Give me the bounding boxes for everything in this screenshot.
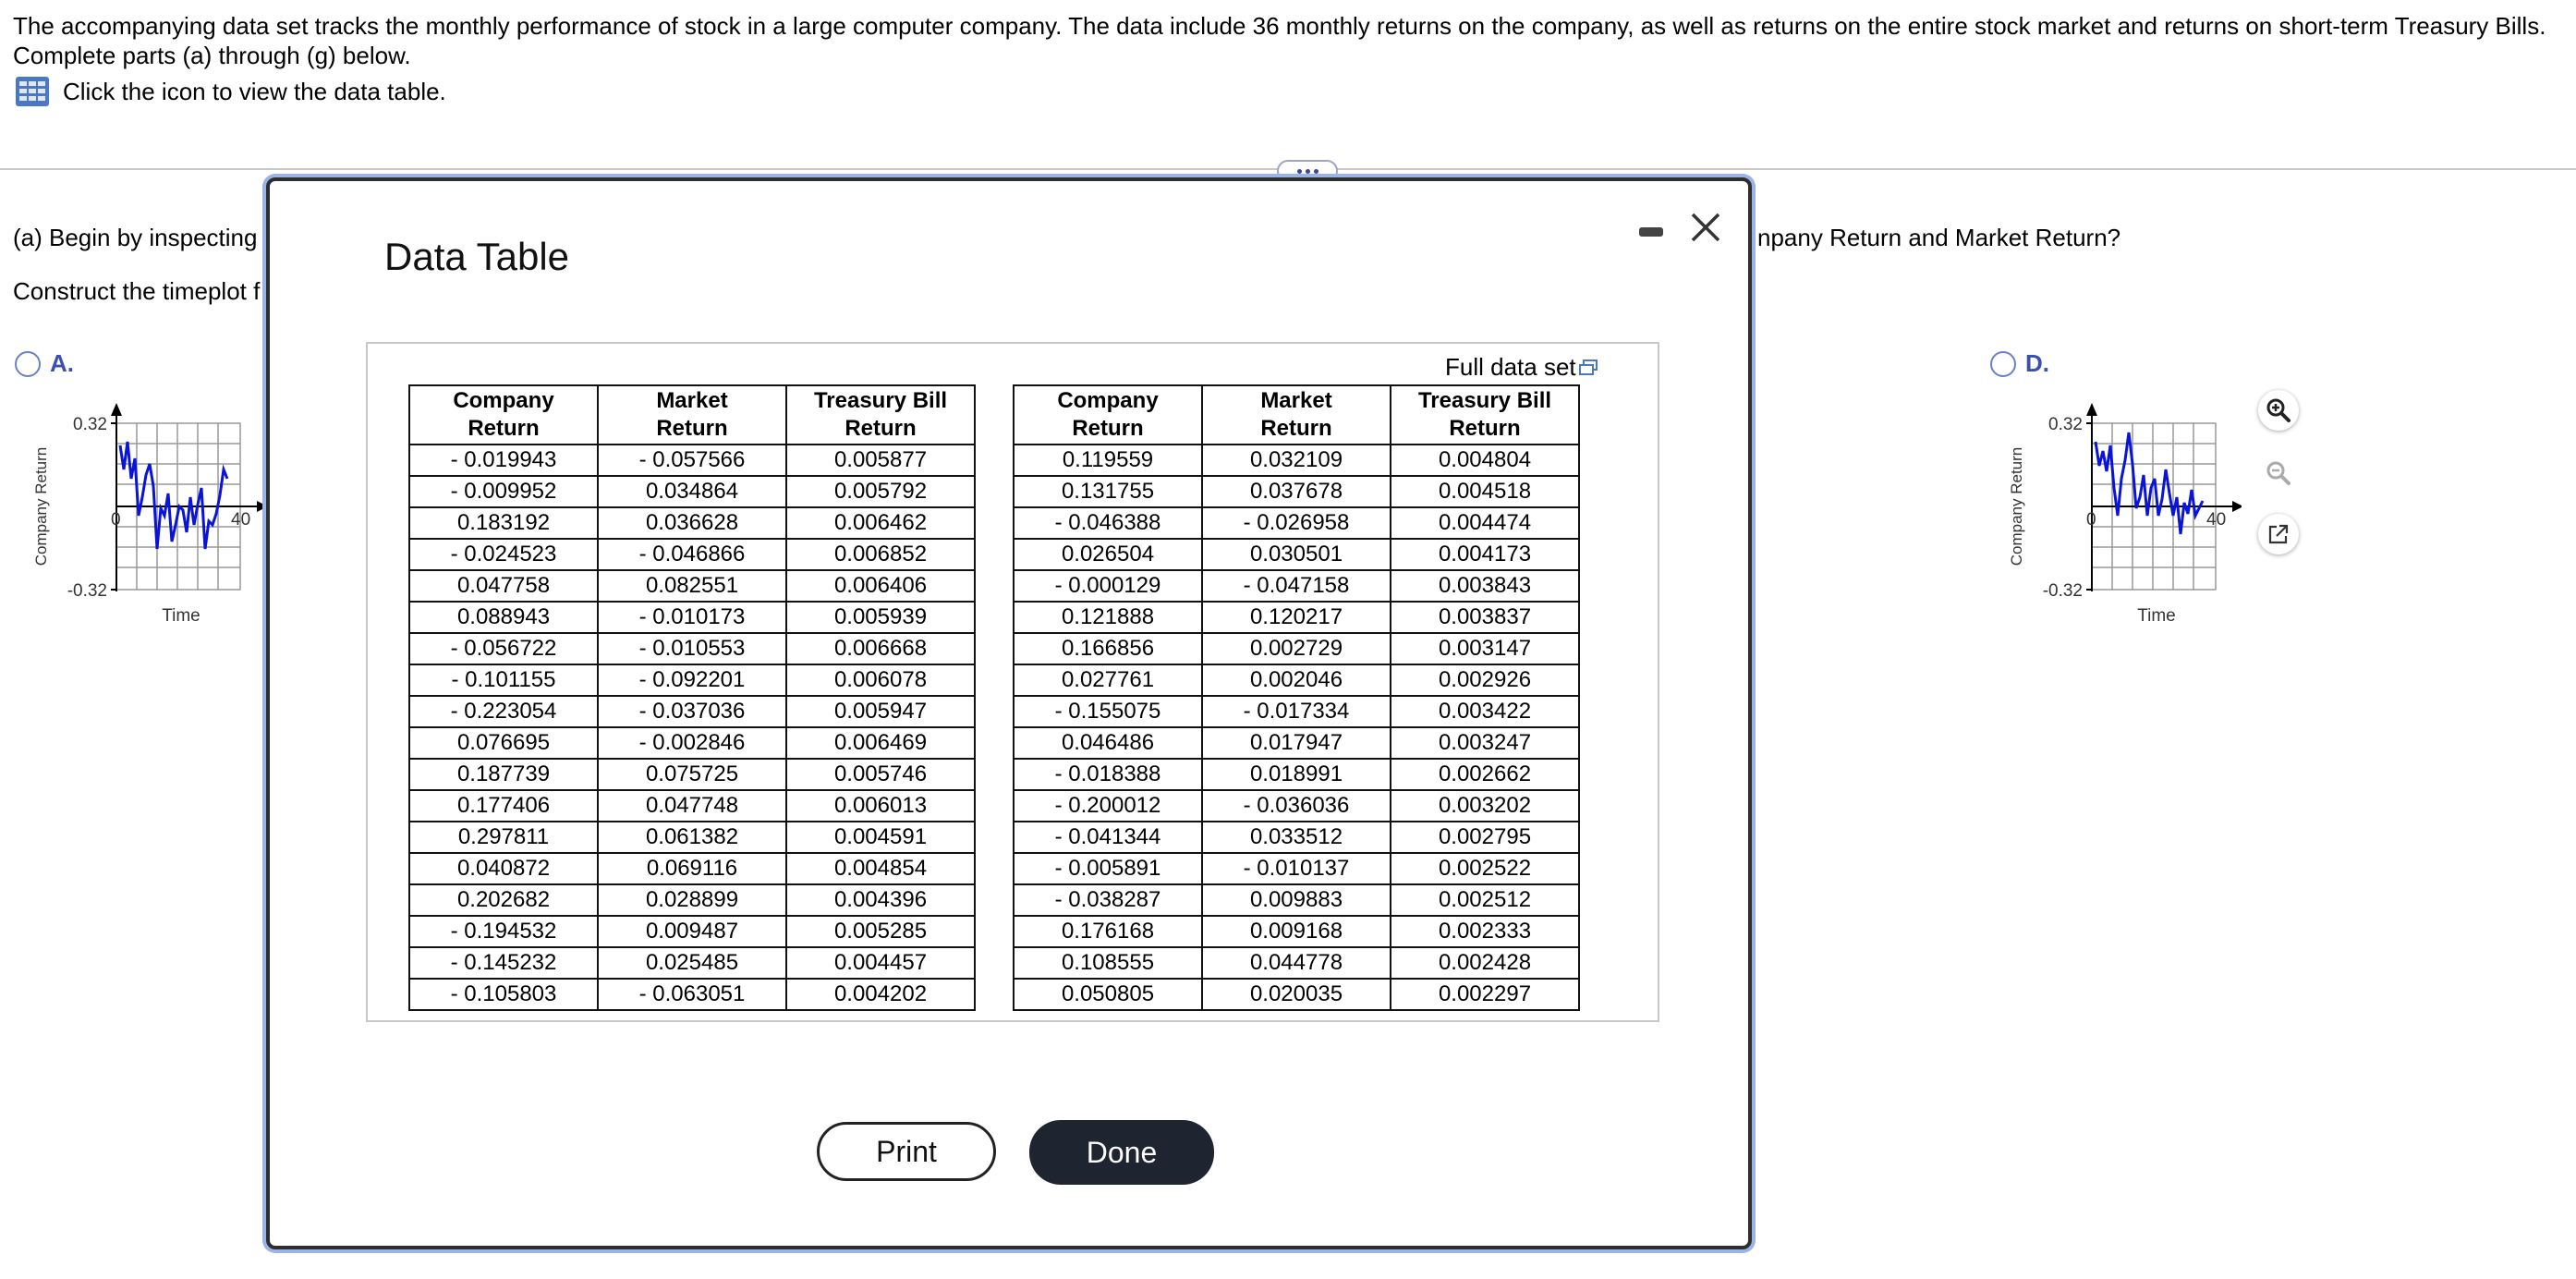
table-row bbox=[409, 664, 975, 696]
table-cell: 0.027761 bbox=[1014, 664, 1202, 696]
table-row bbox=[1014, 884, 1579, 916]
table-cell: 0.002662 bbox=[1391, 759, 1579, 790]
table-cell: - 0.047158 bbox=[1202, 570, 1391, 602]
table-cell: 0.006013 bbox=[786, 790, 975, 822]
table-cell: - 0.223054 bbox=[409, 696, 598, 727]
table-cell: 0.004518 bbox=[1391, 476, 1579, 507]
table-cell: 0.121888 bbox=[1014, 602, 1202, 633]
table-cell: 0.050805 bbox=[1014, 979, 1202, 1010]
table-row bbox=[409, 853, 975, 884]
close-icon[interactable] bbox=[1687, 209, 1724, 246]
table-cell: - 0.145232 bbox=[409, 947, 598, 979]
option-a-xlabel: Time bbox=[162, 606, 200, 626]
table-cell: 0.033512 bbox=[1202, 822, 1391, 853]
table-cell: 0.028899 bbox=[598, 884, 786, 916]
table-cell: 0.004173 bbox=[1391, 539, 1579, 570]
table-cell: - 0.037036 bbox=[598, 696, 786, 727]
table-row bbox=[1014, 570, 1579, 602]
table-cell: - 0.046388 bbox=[1014, 507, 1202, 539]
data-panel bbox=[366, 342, 1659, 1022]
table-row bbox=[409, 476, 975, 507]
table-cell: 0.004202 bbox=[786, 979, 975, 1010]
problem-statement bbox=[13, 11, 2563, 70]
table-cell: 0.088943 bbox=[409, 602, 598, 633]
table-row bbox=[409, 507, 975, 539]
table-row bbox=[1014, 947, 1579, 979]
table-cell: 0.046486 bbox=[1014, 727, 1202, 759]
table-cell: 0.006078 bbox=[786, 664, 975, 696]
table-cell: - 0.105803 bbox=[409, 979, 598, 1010]
table-cell: 0.003147 bbox=[1391, 633, 1579, 664]
option-d-label: D. bbox=[2025, 349, 2049, 377]
done-button[interactable]: Done bbox=[1029, 1120, 1214, 1185]
table-cell: 0.005746 bbox=[786, 759, 975, 790]
table-cell: 0.075725 bbox=[598, 759, 786, 790]
table-row bbox=[1014, 507, 1579, 539]
option-d-ytick-bottom: -0.32 bbox=[2042, 581, 2083, 601]
header-treasury-bill-return: Treasury Bill Return bbox=[786, 385, 975, 445]
option-d[interactable] bbox=[1990, 349, 2049, 378]
table-row bbox=[1014, 916, 1579, 947]
table-cell: - 0.155075 bbox=[1014, 696, 1202, 727]
table-row bbox=[1014, 727, 1579, 759]
table-cell: 0.006462 bbox=[786, 507, 975, 539]
header-company-return: Company Return bbox=[409, 385, 598, 445]
table-cell: - 0.009952 bbox=[409, 476, 598, 507]
table-row bbox=[409, 759, 975, 790]
zoom-in-icon[interactable] bbox=[2265, 396, 2292, 424]
data-table-right bbox=[1013, 384, 1580, 1011]
table-cell: 0.047748 bbox=[598, 790, 786, 822]
option-d-xtick-zero: 0 bbox=[2086, 510, 2096, 530]
table-cell: - 0.038287 bbox=[1014, 884, 1202, 916]
table-cell: 0.187739 bbox=[409, 759, 598, 790]
data-table-dialog bbox=[266, 177, 1752, 1249]
table-cell: 0.009487 bbox=[598, 916, 786, 947]
table-cell: - 0.002846 bbox=[598, 727, 786, 759]
table-cell: 0.006852 bbox=[786, 539, 975, 570]
table-cell: 0.026504 bbox=[1014, 539, 1202, 570]
table-cell: 0.002522 bbox=[1391, 853, 1579, 884]
table-cell: - 0.101155 bbox=[409, 664, 598, 696]
table-cell: - 0.024523 bbox=[409, 539, 598, 570]
table-cell: - 0.010173 bbox=[598, 602, 786, 633]
table-cell: 0.032109 bbox=[1202, 445, 1391, 476]
table-cell: 0.018991 bbox=[1202, 759, 1391, 790]
table-cell: 0.005939 bbox=[786, 602, 975, 633]
table-cell: 0.003202 bbox=[1391, 790, 1579, 822]
table-cell: 0.202682 bbox=[409, 884, 598, 916]
table-cell: - 0.010553 bbox=[598, 633, 786, 664]
table-cell: 0.069116 bbox=[598, 853, 786, 884]
table-cell: 0.002046 bbox=[1202, 664, 1391, 696]
zoom-out-button[interactable] bbox=[2258, 453, 2299, 493]
table-row bbox=[409, 633, 975, 664]
intro-line-2: Complete parts (a) through (g) below. bbox=[13, 42, 411, 69]
table-cell: - 0.200012 bbox=[1014, 790, 1202, 822]
table-row bbox=[1014, 664, 1579, 696]
table-row bbox=[409, 790, 975, 822]
table-cell: - 0.041344 bbox=[1014, 822, 1202, 853]
table-cell: - 0.036036 bbox=[1202, 790, 1391, 822]
table-cell: 0.131755 bbox=[1014, 476, 1202, 507]
table-cell: 0.297811 bbox=[409, 822, 598, 853]
table-cell: 0.037678 bbox=[1202, 476, 1391, 507]
option-d-radio[interactable] bbox=[1990, 351, 2016, 377]
table-cell: 0.004804 bbox=[1391, 445, 1579, 476]
table-row bbox=[409, 947, 975, 979]
data-table-left bbox=[408, 384, 976, 1011]
table-row bbox=[409, 602, 975, 633]
option-a-ylabel: Company Return bbox=[32, 446, 50, 566]
popout-button[interactable] bbox=[2258, 514, 2299, 554]
table-cell: - 0.005891 bbox=[1014, 853, 1202, 884]
table-row bbox=[1014, 696, 1579, 727]
dialog-title: Data Table bbox=[384, 235, 570, 278]
table-cell: 0.006469 bbox=[786, 727, 975, 759]
table-cell: 0.003422 bbox=[1391, 696, 1579, 727]
option-d-ytick-top: 0.32 bbox=[2048, 415, 2083, 434]
copy-data-icon[interactable] bbox=[1578, 359, 1598, 377]
table-cell: 0.044778 bbox=[1202, 947, 1391, 979]
header-market-return: Market Return bbox=[598, 385, 786, 445]
table-row bbox=[409, 916, 975, 947]
table-cell: - 0.092201 bbox=[598, 664, 786, 696]
table-cell: - 0.056722 bbox=[409, 633, 598, 664]
external-link-icon[interactable] bbox=[2266, 522, 2290, 546]
table-row bbox=[1014, 759, 1579, 790]
table-cell: 0.082551 bbox=[598, 570, 786, 602]
table-cell: 0.166856 bbox=[1014, 633, 1202, 664]
table-cell: 0.036628 bbox=[598, 507, 786, 539]
table-cell: - 0.010137 bbox=[1202, 853, 1391, 884]
table-row bbox=[1014, 476, 1579, 507]
table-cell: - 0.057566 bbox=[598, 445, 786, 476]
table-row bbox=[1014, 853, 1579, 884]
table-cell: 0.009883 bbox=[1202, 884, 1391, 916]
option-a-ytick-bottom: -0.32 bbox=[67, 581, 107, 601]
table-cell: 0.108555 bbox=[1014, 947, 1202, 979]
table-cell: 0.034864 bbox=[598, 476, 786, 507]
table-row bbox=[409, 727, 975, 759]
option-d-timeplot bbox=[2001, 386, 2242, 627]
option-a-xtick-end: 40 bbox=[231, 510, 251, 530]
table-row bbox=[1014, 445, 1579, 476]
table-cell: 0.002926 bbox=[1391, 664, 1579, 696]
table-cell: 0.004854 bbox=[786, 853, 975, 884]
table-cell: - 0.017334 bbox=[1202, 696, 1391, 727]
option-a-radio[interactable] bbox=[15, 351, 41, 377]
option-a-ytick-top: 0.32 bbox=[73, 415, 107, 434]
table-cell: 0.005792 bbox=[786, 476, 975, 507]
table-cell: 0.005877 bbox=[786, 445, 975, 476]
minimize-button[interactable] bbox=[1639, 227, 1663, 237]
table-cell: 0.061382 bbox=[598, 822, 786, 853]
table-cell: 0.002297 bbox=[1391, 979, 1579, 1010]
table-cell: 0.005947 bbox=[786, 696, 975, 727]
table-row bbox=[409, 884, 975, 916]
table-cell: 0.009168 bbox=[1202, 916, 1391, 947]
data-table-icon[interactable] bbox=[15, 76, 50, 107]
table-cell: 0.017947 bbox=[1202, 727, 1391, 759]
option-a-timeplot bbox=[26, 386, 266, 627]
table-cell: 0.040872 bbox=[409, 853, 598, 884]
table-cell: - 0.018388 bbox=[1014, 759, 1202, 790]
table-cell: 0.076695 bbox=[409, 727, 598, 759]
table-row bbox=[1014, 539, 1579, 570]
option-d-xtick-end: 40 bbox=[2206, 510, 2227, 530]
table-cell: 0.004457 bbox=[786, 947, 975, 979]
table-row bbox=[409, 539, 975, 570]
option-a[interactable] bbox=[15, 349, 74, 378]
table-cell: 0.002512 bbox=[1391, 884, 1579, 916]
table-cell: - 0.000129 bbox=[1014, 570, 1202, 602]
table-cell: 0.006406 bbox=[786, 570, 975, 602]
table-cell: 0.020035 bbox=[1202, 979, 1391, 1010]
print-button[interactable]: Print bbox=[817, 1122, 996, 1181]
header-treasury-bill-return: Treasury Bill Return bbox=[1391, 385, 1579, 445]
table-row bbox=[1014, 602, 1579, 633]
table-cell: 0.047758 bbox=[409, 570, 598, 602]
option-d-xlabel: Time bbox=[2137, 606, 2176, 626]
table-row bbox=[409, 570, 975, 602]
question-a-text: (a) Begin by inspecting bbox=[13, 224, 258, 251]
view-data-table-label[interactable]: Click the icon to view the data table. bbox=[63, 77, 446, 105]
table-cell: 0.119559 bbox=[1014, 445, 1202, 476]
table-cell: - 0.046866 bbox=[598, 539, 786, 570]
table-row bbox=[1014, 633, 1579, 664]
table-row bbox=[1014, 822, 1579, 853]
question-a-text-end: npany Return and Market Return? bbox=[1757, 224, 2121, 251]
table-cell: 0.002428 bbox=[1391, 947, 1579, 979]
table-cell: 0.002729 bbox=[1202, 633, 1391, 664]
zoom-in-button[interactable] bbox=[2258, 390, 2299, 431]
table-cell: 0.176168 bbox=[1014, 916, 1202, 947]
table-cell: 0.004474 bbox=[1391, 507, 1579, 539]
table-cell: 0.005285 bbox=[786, 916, 975, 947]
zoom-out-icon[interactable] bbox=[2265, 459, 2292, 487]
table-cell: - 0.026958 bbox=[1202, 507, 1391, 539]
table-cell: 0.006668 bbox=[786, 633, 975, 664]
header-company-return: Company Return bbox=[1014, 385, 1202, 445]
table-cell: 0.004396 bbox=[786, 884, 975, 916]
option-d-ylabel: Company Return bbox=[2008, 446, 2025, 566]
view-data-table-link[interactable] bbox=[15, 76, 446, 107]
table-cell: 0.120217 bbox=[1202, 602, 1391, 633]
table-cell: - 0.063051 bbox=[598, 979, 786, 1010]
table-cell: 0.177406 bbox=[409, 790, 598, 822]
table-row bbox=[409, 445, 975, 476]
table-row bbox=[409, 822, 975, 853]
table-cell: 0.003247 bbox=[1391, 727, 1579, 759]
table-cell: - 0.019943 bbox=[409, 445, 598, 476]
option-a-xtick-zero: 0 bbox=[111, 510, 121, 530]
table-row bbox=[1014, 979, 1579, 1010]
table-cell: 0.003837 bbox=[1391, 602, 1579, 633]
table-row bbox=[409, 696, 975, 727]
header-market-return: Market Return bbox=[1202, 385, 1391, 445]
table-cell: 0.183192 bbox=[409, 507, 598, 539]
table-cell: 0.025485 bbox=[598, 947, 786, 979]
construct-timeplot-text: Construct the timeplot f bbox=[13, 277, 261, 305]
intro-line-1: The accompanying data set tracks the monthly performance of stock in a large computer company. The data include 36 monthly returns on the company, as well as returns on the entire stock market and returns on short-term Treasury Bills. bbox=[13, 12, 2546, 40]
option-a-label: A. bbox=[50, 349, 74, 377]
table-cell: 0.030501 bbox=[1202, 539, 1391, 570]
table-cell: 0.003843 bbox=[1391, 570, 1579, 602]
full-data-set-label[interactable]: Full data set bbox=[1445, 353, 1576, 381]
full-data-set-link[interactable] bbox=[1445, 353, 1598, 382]
table-row bbox=[1014, 790, 1579, 822]
table-row bbox=[409, 979, 975, 1010]
table-cell: 0.002795 bbox=[1391, 822, 1579, 853]
table-cell: - 0.194532 bbox=[409, 916, 598, 947]
table-cell: 0.004591 bbox=[786, 822, 975, 853]
table-cell: 0.002333 bbox=[1391, 916, 1579, 947]
